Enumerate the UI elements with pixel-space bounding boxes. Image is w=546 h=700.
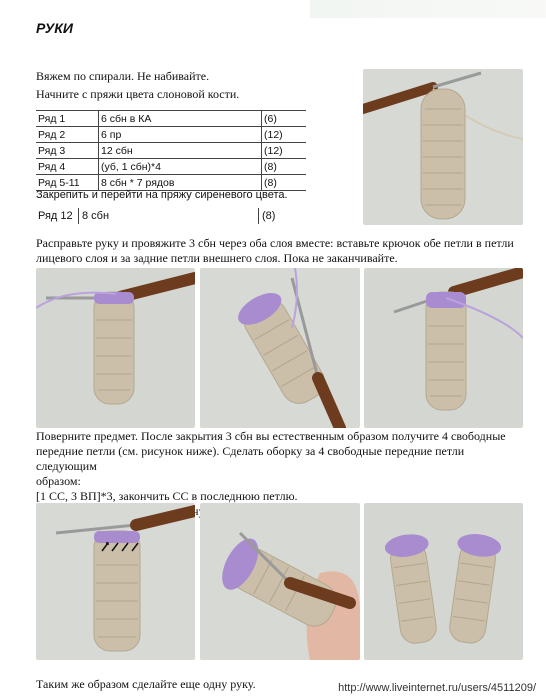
turn-line-2: передние петли (см. рисунок ниже). Сделать оборку за 4 свободные передние петли следующим (36, 444, 465, 473)
divider (258, 208, 259, 224)
photo-hook-through-layers (200, 268, 360, 428)
rows-table (36, 110, 306, 191)
divider (78, 208, 79, 224)
table-row: Ряд 1 6 сбн в КА (6) (36, 111, 306, 127)
final-instruction: Таким же образом сделайте еще одну руку. (36, 677, 256, 691)
switch-color-text: Закрепить и перейти на пряжу сиреневого цвета. (36, 189, 288, 201)
flatten-instruction: Расправьте руку и провяжите 3 сбн через оба слоя вместе: вставьте крючок обе петли в петли лицевого слоя и за задние петли внешнего слоя. Пока не заканчивайте. (36, 236, 514, 265)
table-row: Ряд 3 12 сбн (12) (36, 143, 306, 159)
row-12-stitches: 8 сбн (82, 210, 110, 222)
photo-ruffle (200, 503, 360, 660)
row-12-count: (8) (262, 210, 276, 222)
table-row: Ряд 5-11 8 сбн * 7 рядов (8) (36, 175, 306, 191)
row-12 (36, 210, 286, 224)
header-strip (310, 0, 546, 18)
source-url: http://www.liveinternet.ru/users/4511209/ (338, 682, 536, 694)
intro-line-2: Начните с пряжи цвета слоновой кости. (36, 87, 240, 101)
turn-line-3: образом: (36, 474, 81, 488)
photo-three-sc-done (364, 268, 523, 428)
photo-free-loops (36, 503, 195, 660)
page-title: РУКИ (36, 20, 73, 36)
intro-line-1: Вяжем по спирали. Не набивайте. (36, 69, 210, 83)
photo-ivory-arm (363, 69, 523, 225)
table-row: Ряд 4 (уб, 1 сбн)*4 (8) (36, 159, 306, 175)
turn-line-1: Поверните предмет. После закрытия 3 сбн вы естественным образом получите 4 свободные (36, 429, 506, 443)
table-row: Ряд 2 6 пр (12) (36, 127, 306, 143)
row-12-label: Ряд 12 (38, 210, 73, 222)
turn-line-4: [1 СС, 3 ВП]*3, закончить СС в последнюю петлю. (36, 489, 298, 503)
photo-flattened-arm (36, 268, 195, 428)
photo-two-arms (364, 503, 523, 660)
